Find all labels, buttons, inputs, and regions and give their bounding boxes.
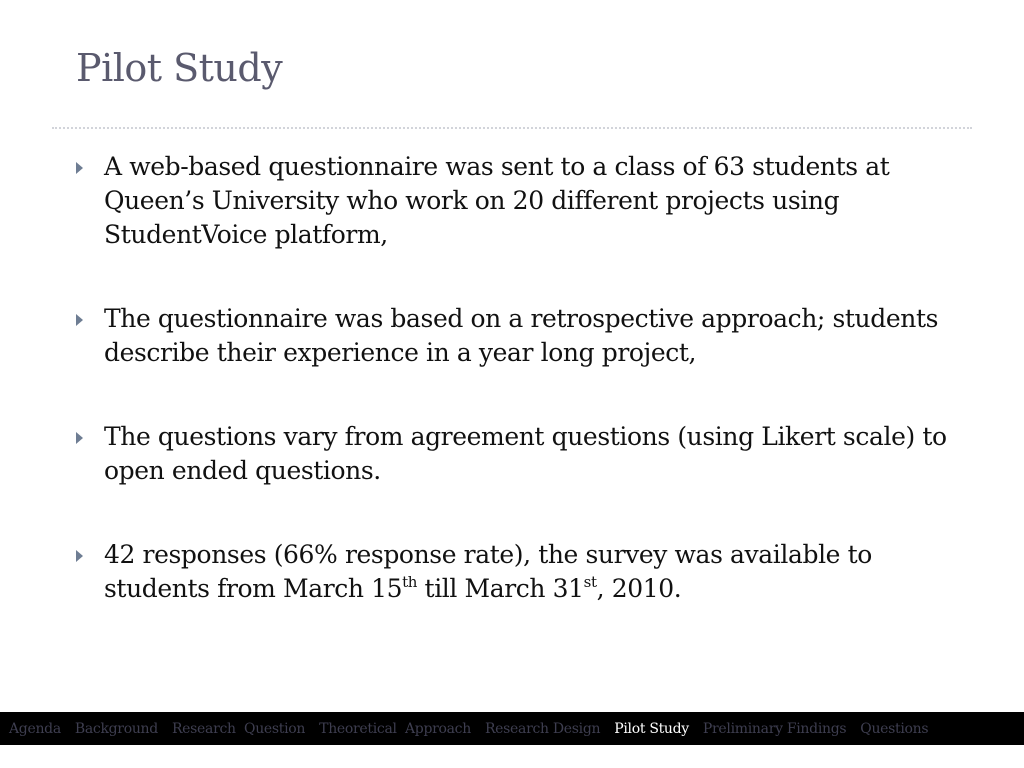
triangle-bullet-icon	[76, 162, 83, 174]
ordinal-suffix: st	[583, 573, 597, 591]
bullet-text-part: , 2010.	[596, 574, 682, 603]
triangle-bullet-icon	[76, 432, 83, 444]
section-nav-bar	[0, 712, 1024, 745]
bullet-text: A web-based questionnaire was sent to a class of 63 students at Queen’s University who work on 20 different projects using StudentVoice platform,	[104, 152, 890, 249]
bullet-item	[72, 150, 952, 252]
slide-title: Pilot Study	[76, 46, 283, 90]
triangle-bullet-icon	[76, 550, 83, 562]
bullet-item	[72, 538, 952, 606]
bottom-margin	[0, 745, 1024, 768]
bullet-text-part: till March 31	[417, 574, 584, 603]
ordinal-suffix: th	[402, 573, 418, 591]
nav-item-research-design[interactable]: Research Design	[484, 720, 601, 737]
title-divider	[52, 127, 972, 129]
bullet-text: The questions vary from agreement questions (using Likert scale) to open ended questions.	[104, 422, 947, 485]
nav-item-background[interactable]: Background	[74, 720, 158, 737]
bullet-text: The questionnaire was based on a retrospective approach; students describe their experience in a year long project,	[104, 304, 939, 367]
nav-item-questions[interactable]: Questions	[860, 720, 929, 737]
nav-item-theoretical-approach[interactable]: Theoretical Approach	[319, 720, 471, 737]
triangle-bullet-icon	[76, 314, 83, 326]
bullet-item	[72, 420, 952, 488]
nav-item-preliminary-findings[interactable]: Preliminary Findings	[702, 720, 847, 737]
nav-item-pilot-study[interactable]: Pilot Study	[614, 720, 689, 737]
nav-item-agenda[interactable]: Agenda	[9, 720, 61, 737]
bullet-item	[72, 302, 952, 370]
bullet-list	[72, 150, 952, 606]
bullet-text-part: 42 responses (66% response rate), the survey was available to students from March 15	[104, 540, 872, 603]
nav-item-research-question[interactable]: Research Question	[171, 720, 306, 737]
